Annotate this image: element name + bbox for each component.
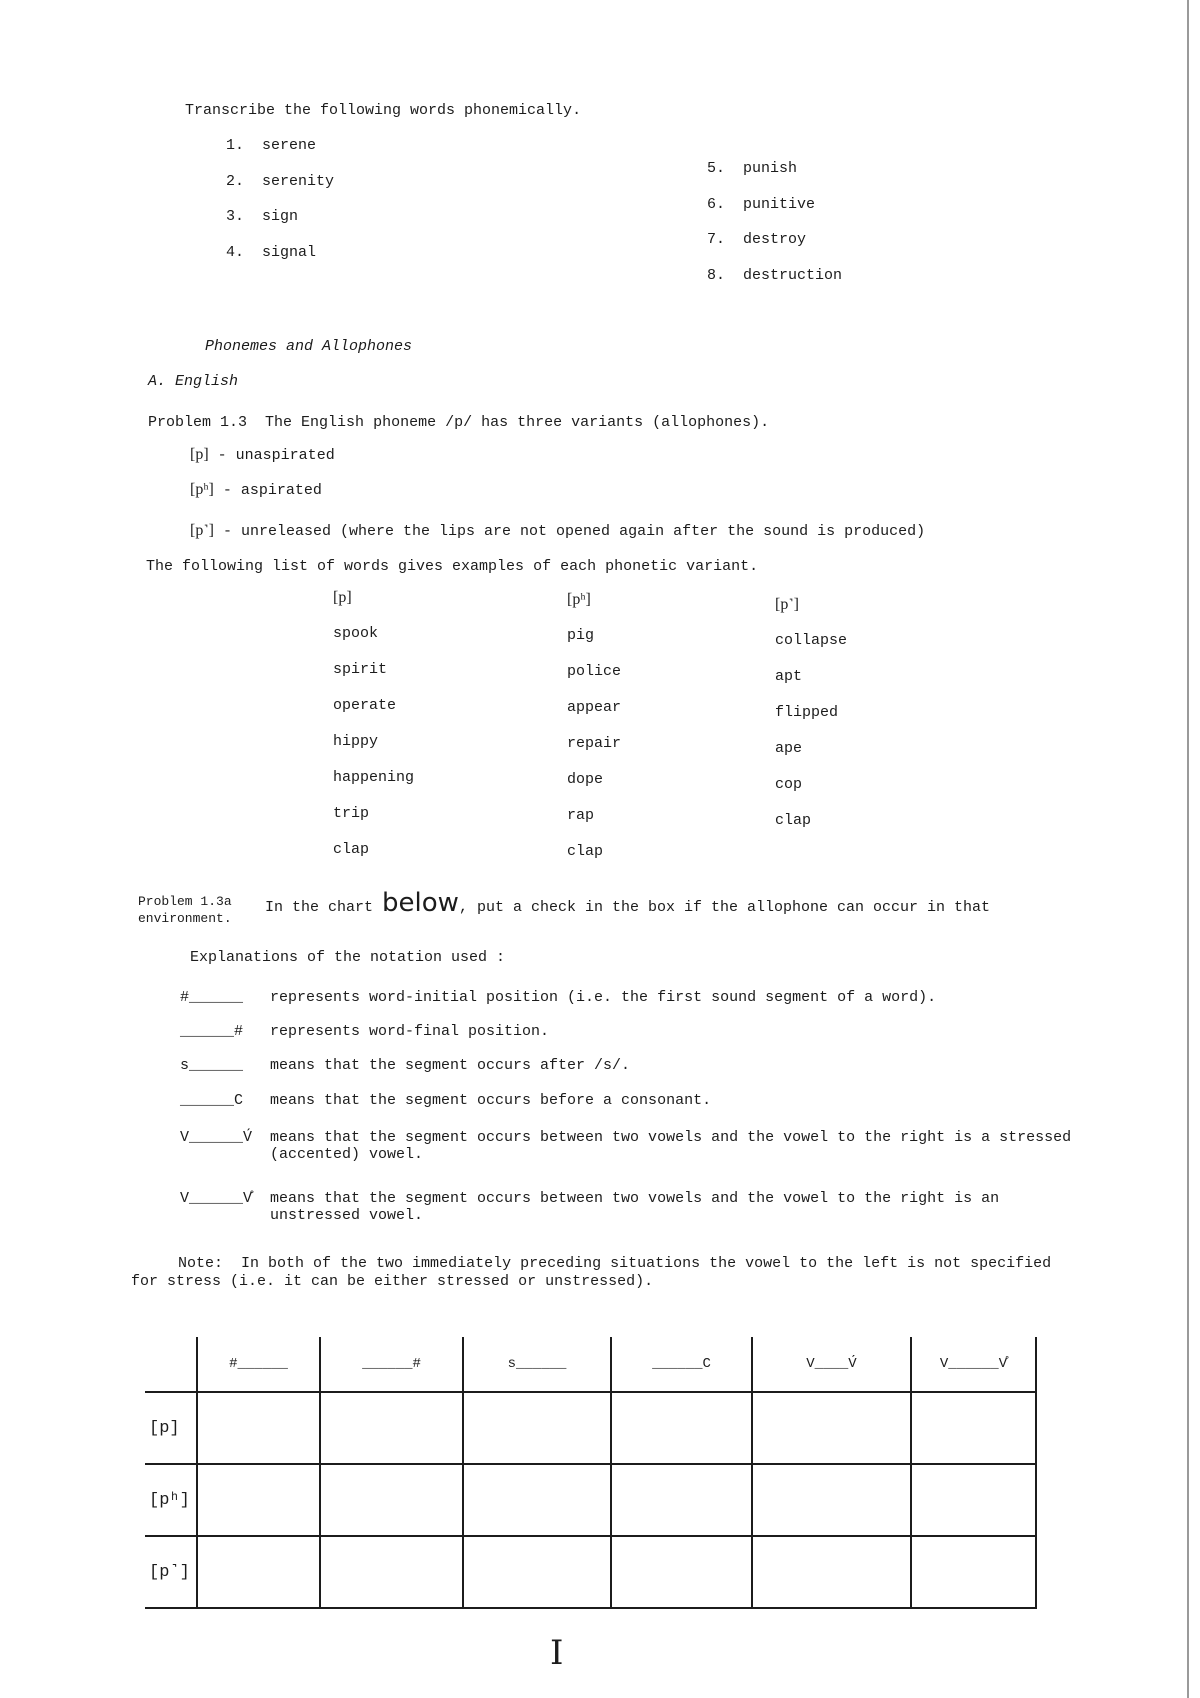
- note-line2: for stress (i.e. it can be either stressed or unstressed).: [131, 1273, 654, 1290]
- list-item: happening: [333, 769, 415, 786]
- problem-1-3a-text: In the chart below, put a check in the box if the allophone can occur in that: [265, 888, 991, 918]
- notation: V______V̊: [180, 1190, 253, 1207]
- explanation-row: V______V́ means that the segment occurs between two vowels and the vowel to the right is a stressed: [180, 1129, 1072, 1146]
- check-cell[interactable]: [911, 1536, 1036, 1608]
- list-item: rap: [567, 807, 595, 824]
- variant-line: [pʰ] - aspirated: [190, 481, 322, 499]
- list-item: apt: [775, 668, 803, 685]
- transcribe-list-left: [226, 128, 334, 270]
- column-header: [p]: [333, 589, 352, 606]
- problem-text: The English phoneme /p/ has three variants (allophones).: [265, 414, 770, 431]
- column-header: ______#: [320, 1337, 463, 1392]
- list-item: clap: [775, 812, 812, 829]
- list-item: 8. destruction: [707, 266, 843, 284]
- explanation-row-cont: unstressed vowel.: [270, 1207, 424, 1224]
- check-cell[interactable]: [911, 1464, 1036, 1536]
- check-cell[interactable]: [611, 1464, 752, 1536]
- list-item: repair: [567, 735, 622, 752]
- variant-line: [p˺] - unreleased (where the lips are not opened again after the sound is produced): [190, 522, 926, 540]
- example-column-unreleased: [775, 587, 847, 839]
- list-item: clap: [333, 841, 370, 858]
- transcribe-list-right: [707, 151, 842, 293]
- problem-1-3a-line2: environment.: [138, 911, 232, 926]
- list-item: clap: [567, 843, 604, 860]
- check-cell[interactable]: [197, 1464, 320, 1536]
- list-item: cop: [775, 776, 803, 793]
- check-cell[interactable]: [197, 1392, 320, 1464]
- check-cell[interactable]: [611, 1392, 752, 1464]
- chart-header-row: [145, 1337, 1036, 1392]
- column-header: V______V̊: [911, 1337, 1036, 1392]
- check-cell[interactable]: [320, 1536, 463, 1608]
- explanation-row-cont: (accented) vowel.: [270, 1146, 424, 1163]
- column-header: V____V́: [752, 1337, 911, 1392]
- example-column-aspirated: [567, 582, 621, 870]
- row-header: [p˺]: [145, 1536, 197, 1608]
- problem-1-3: [148, 414, 769, 431]
- explanation-row: ______C means that the segment occurs before a consonant.: [180, 1092, 712, 1109]
- list-item: operate: [333, 697, 397, 714]
- explanations-title: Explanations of the notation used :: [190, 949, 506, 966]
- list-item: 1. serene: [226, 137, 317, 154]
- explanation-row: ______# represents word-final position.: [180, 1023, 550, 1040]
- row-header: [pʰ]: [145, 1464, 197, 1536]
- check-cell[interactable]: [320, 1392, 463, 1464]
- column-header: #______: [197, 1337, 320, 1392]
- problem-1-3a-label: Problem 1.3a: [138, 894, 232, 909]
- scan-edge-line: [1187, 0, 1189, 1698]
- problem-label: Problem 1.3: [148, 414, 248, 431]
- list-item: ape: [775, 740, 803, 757]
- table-row: [145, 1392, 1036, 1464]
- row-header: [p]: [145, 1392, 197, 1464]
- section-title: Phonemes and Allophones: [205, 338, 413, 355]
- chart-corner: [145, 1337, 197, 1392]
- list-item: dope: [567, 771, 604, 788]
- page-number: I: [550, 1633, 564, 1673]
- list-item: 2. serenity: [226, 172, 335, 190]
- table-row: [145, 1536, 1036, 1608]
- variant-line: [p] - unaspirated: [190, 446, 335, 464]
- list-item: hippy: [333, 733, 379, 750]
- notation: V______V́: [180, 1129, 253, 1146]
- list-item: pig: [567, 627, 595, 644]
- check-cell[interactable]: [752, 1464, 911, 1536]
- notation: ______#: [180, 1023, 244, 1040]
- list-item: 6. punitive: [707, 195, 816, 213]
- list-item: spook: [333, 625, 379, 642]
- check-cell[interactable]: [463, 1392, 611, 1464]
- column-header: ______C: [611, 1337, 752, 1392]
- table-row: [145, 1464, 1036, 1536]
- notation: ______C: [180, 1092, 244, 1109]
- list-item: police: [567, 663, 622, 680]
- check-cell[interactable]: [463, 1536, 611, 1608]
- example-column-unaspirated: [333, 580, 414, 868]
- column-header: [pʰ]: [567, 591, 591, 608]
- column-header: s______: [463, 1337, 611, 1392]
- list-item: 3. sign: [226, 208, 299, 225]
- list-item: 4. signal: [226, 243, 317, 261]
- list-item: flipped: [775, 704, 839, 721]
- instructions: Transcribe the following words phonemically.: [185, 102, 582, 119]
- list-item: 5. punish: [707, 160, 798, 177]
- subsection-title: A. English: [148, 373, 239, 390]
- check-cell[interactable]: [752, 1536, 911, 1608]
- check-cell[interactable]: [911, 1392, 1036, 1464]
- list-item: trip: [333, 805, 370, 822]
- list-item: appear: [567, 699, 622, 716]
- explanation-row: V______V̊ means that the segment occurs between two vowels and the vowel to the right is an: [180, 1190, 1000, 1207]
- column-header: [p˺]: [775, 596, 799, 613]
- list-item: collapse: [775, 632, 848, 649]
- examples-intro: The following list of words gives examples of each phonetic variant.: [146, 558, 759, 575]
- list-item: 7. destroy: [707, 231, 807, 248]
- check-cell[interactable]: [611, 1536, 752, 1608]
- check-cell[interactable]: [320, 1464, 463, 1536]
- check-cell[interactable]: [752, 1392, 911, 1464]
- check-cell[interactable]: [463, 1464, 611, 1536]
- explanation-row: s______ means that the segment occurs after /s/.: [180, 1057, 631, 1074]
- check-cell[interactable]: [197, 1536, 320, 1608]
- notation: s______: [180, 1057, 244, 1074]
- note: Note: In both of the two immediately preceding situations the vowel to the left is not specified: [178, 1255, 1052, 1272]
- allophone-chart: [145, 1337, 1037, 1609]
- handwritten-note: below: [382, 888, 459, 918]
- explanation-row: #______ represents word-initial position (i.e. the first sound segment of a word).: [180, 989, 937, 1006]
- notation: #______: [180, 989, 244, 1006]
- list-item: spirit: [333, 661, 388, 678]
